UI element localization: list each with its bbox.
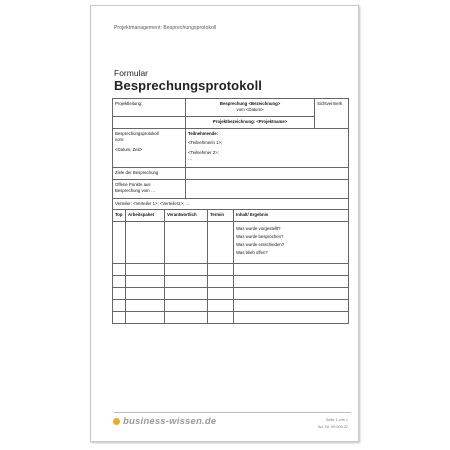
protokoll-label-line2: vom: (115, 137, 125, 143)
table-cell (113, 287, 126, 299)
footer-divider (114, 412, 351, 413)
table-cell (234, 299, 349, 311)
teilnehmende-cell (186, 128, 349, 167)
empty-cell (113, 116, 186, 128)
column-header-termin: Termin (208, 210, 234, 221)
document-type-label: Formular (114, 68, 149, 78)
brand-logo (113, 416, 216, 427)
table-cell (234, 263, 349, 275)
table-row (113, 287, 349, 299)
sichtvermerk-cell (315, 99, 349, 129)
table-cell (113, 311, 126, 323)
table-cell (208, 275, 234, 287)
table-cell (165, 275, 208, 287)
inhalt-questions-cell (234, 221, 349, 263)
form-row-offene-punkte (113, 179, 349, 198)
table-cell (208, 221, 234, 263)
brand-dot-icon (113, 418, 120, 425)
offene-punkte-line2: Besprechung vom … (115, 188, 156, 194)
projektbezeichnung-cell (186, 116, 315, 128)
table-cell (126, 221, 165, 263)
column-header-verantwortlich: Verantwortlich (165, 210, 208, 221)
table-cell (113, 263, 126, 275)
question-vorgestellt: Was wurde vorgestellt? (236, 225, 281, 231)
empty-cell (186, 167, 349, 179)
offene-punkte-cell (113, 179, 186, 198)
table-cell (126, 275, 165, 287)
table-cell (234, 287, 349, 299)
besprechung-datum: vom <Datum> (236, 107, 264, 113)
teilnehmer-1: <Teilnehmerin 1>; (188, 140, 223, 146)
table-row (113, 299, 349, 311)
brand-name: business-wissen.de (123, 416, 217, 427)
document-title: Besprechungsprotokoll (114, 78, 263, 93)
table-cell (234, 275, 349, 287)
running-header: Projektmanagement: Besprechungsprotokoll (114, 25, 217, 31)
table-row (113, 311, 349, 323)
protokoll-datum: <Datum, Zeit> (115, 146, 143, 152)
sichtvermerk-label: Sichtvermerk (317, 101, 343, 106)
page-number: Seite 1 von 1 (325, 418, 348, 422)
table-column-header-row (113, 210, 349, 221)
page-info (318, 417, 348, 431)
teilnehmende-label: Teilnehmende: (188, 130, 219, 136)
besprechung-cell (186, 99, 315, 117)
form-row-header (113, 99, 349, 117)
table-cell (165, 299, 208, 311)
form-row-projekt (113, 116, 349, 128)
article-number: Art.-Nr. 99.009.22 (318, 424, 348, 429)
table-cell (165, 287, 208, 299)
table-row (113, 263, 349, 275)
projektleitung-cell (113, 99, 186, 117)
ziele-label: Ziele der Besprechung (115, 169, 159, 175)
offene-punkte-line1: Offene Punkte aus (115, 181, 151, 187)
teilnehmer-2: <Teilnehmer 2>; (188, 149, 219, 155)
table-row (113, 275, 349, 287)
table-row (113, 221, 349, 263)
table-cell (126, 263, 165, 275)
table-cell (126, 311, 165, 323)
column-header-arbeitspaket: Arbeitspaket (126, 210, 165, 221)
table-cell (208, 311, 234, 323)
table-cell (208, 263, 234, 275)
ziele-label-cell (113, 167, 186, 179)
question-entschieden: Was wurde entschieden? (236, 242, 285, 248)
table-cell (126, 287, 165, 299)
protokoll-label-line1: Besprechungsprotokoll (115, 130, 159, 136)
form-row-ziele (113, 167, 349, 179)
empty-cell (186, 179, 349, 198)
form-row-teilnehmende (113, 128, 349, 167)
table-cell (113, 221, 126, 263)
question-besprochen: Was wurde besprochen? (236, 233, 284, 239)
table-cell (208, 287, 234, 299)
projektbezeichnung: Projektbezeichnung: <Projektname> (212, 118, 288, 124)
besprechung-bezeichnung: Besprechung <Bezeichnung> (219, 101, 281, 106)
protocol-form-table (112, 98, 349, 324)
table-cell (234, 311, 349, 323)
question-offen: Was blieb offen? (236, 250, 268, 256)
projektleitung-label: Projektleitung: (115, 101, 143, 106)
verteiler: Verteiler: <Verteiler 1>; <Verteiler2>; … (115, 200, 190, 206)
column-header-top: Top (113, 210, 126, 221)
table-cell (165, 221, 208, 263)
table-cell (165, 263, 208, 275)
protokoll-datum-cell (113, 128, 186, 167)
table-cell (113, 299, 126, 311)
table-cell (208, 299, 234, 311)
verteiler-cell (113, 198, 349, 209)
table-cell (126, 299, 165, 311)
form-row-verteiler (113, 198, 349, 209)
table-cell (165, 311, 208, 323)
document-page (90, 5, 359, 442)
column-header-inhalt: Inhalt/ Ergebnis (234, 210, 349, 221)
teilnehmer-more: … (188, 156, 193, 162)
table-cell (113, 275, 126, 287)
